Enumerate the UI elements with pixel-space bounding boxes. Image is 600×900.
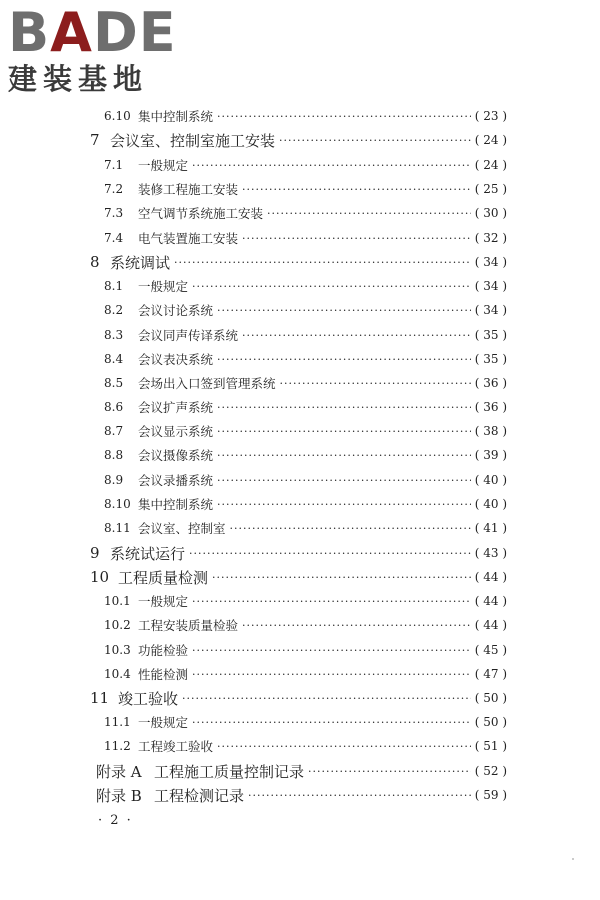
toc-entry-number: 8.6: [104, 400, 124, 414]
toc-entry-title: 一般规定: [138, 594, 189, 609]
toc-entry-number: 8.3: [104, 328, 124, 342]
toc-entry-title: 空气调节系统施工安装: [138, 206, 264, 221]
toc-entry: [104, 735, 507, 757]
toc-entry: [104, 202, 507, 224]
toc-entry-title: 一般规定: [138, 279, 189, 294]
toc-entry-title: 集中控制系统: [138, 109, 214, 124]
toc-entry-page: ( 40 ): [474, 473, 507, 487]
toc-entry-page: ( 44 ): [474, 594, 507, 608]
toc-leader-dots: [192, 595, 471, 608]
toc-entry: [104, 614, 507, 636]
toc-entry-number: 10: [90, 568, 110, 586]
toc-leader-dots: [217, 353, 471, 366]
toc-entry-page: ( 35 ): [474, 352, 507, 366]
toc-entry-number: 8: [90, 253, 100, 271]
toc-entry-title: 会议摄像系统: [138, 448, 214, 463]
toc-entry-number: 附录 B: [96, 786, 142, 805]
toc-entry-number: 8.9: [104, 473, 124, 487]
toc-entry: [90, 251, 507, 273]
toc-entry: [104, 444, 507, 466]
toc-entry-title: 会议同声传译系统: [138, 328, 239, 343]
toc-entry-page: ( 50 ): [474, 715, 507, 729]
toc-entry: [104, 372, 507, 394]
toc-entry-title: 会议室、控制室: [138, 521, 226, 536]
toc-entry-page: ( 44 ): [474, 618, 507, 632]
toc-entry-title: 工程安装质量检验: [138, 618, 239, 633]
toc-entry-number: 附录 A: [96, 762, 142, 781]
toc-entry-page: ( 40 ): [474, 497, 507, 511]
toc-leader-dots: [267, 207, 471, 220]
page-number: · 2 ·: [98, 813, 133, 828]
toc-entry-title: 会议讨论系统: [138, 303, 214, 318]
toc-entry: [104, 469, 507, 491]
toc-leader-dots: [217, 110, 471, 123]
toc-entry: [104, 590, 507, 612]
toc-entry-number: 7.1: [104, 158, 124, 172]
toc-entry-number: 6.10: [104, 109, 131, 123]
toc-entry-number: 10.2: [104, 618, 131, 632]
toc-leader-dots: [217, 449, 471, 462]
toc-entry: [104, 154, 507, 176]
toc-entry: [104, 639, 507, 661]
toc-entry-title: 工程质量检测: [118, 568, 209, 587]
toc-leader-dots: [174, 256, 471, 269]
toc-entry-number: 8.2: [104, 303, 124, 317]
toc-entry: [104, 493, 507, 515]
toc-entry: [96, 784, 507, 806]
toc-entry-page: ( 47 ): [474, 667, 507, 681]
logo-subtitle: 建装基地: [8, 62, 149, 96]
toc-entry-title: 工程检测记录: [154, 786, 245, 805]
toc-entry-page: ( 50 ): [474, 691, 507, 705]
toc-leader-dots: [217, 304, 471, 317]
toc-entry-page: ( 23 ): [474, 109, 507, 123]
toc-entry-title: 装修工程施工安装: [138, 182, 239, 197]
toc-entry-title: 会议录播系统: [138, 473, 214, 488]
toc-entry: [90, 542, 507, 564]
toc-entry-page: ( 30 ): [474, 206, 507, 220]
toc-entry-page: ( 45 ): [474, 643, 507, 657]
toc-entry-page: ( 38 ): [474, 424, 507, 438]
toc-entry: [90, 566, 507, 588]
toc-entry-page: ( 25 ): [474, 182, 507, 196]
toc-entry-title: 系统调试: [110, 253, 171, 272]
toc-entry-page: ( 34 ): [474, 303, 507, 317]
toc-entry-page: ( 24 ): [474, 158, 507, 172]
toc-entry-page: ( 32 ): [474, 231, 507, 245]
toc-entry-number: 10.4: [104, 667, 131, 681]
scan-speck: [572, 858, 574, 860]
toc-leader-dots: [217, 740, 471, 753]
toc-leader-dots: [217, 498, 471, 511]
toc-leader-dots: [189, 547, 471, 560]
toc-leader-dots: [242, 619, 471, 632]
toc-entry-number: 8.8: [104, 448, 124, 462]
toc-entry: [104, 227, 507, 249]
toc-entry: [96, 760, 507, 782]
toc-entry-page: ( 59 ): [474, 788, 507, 802]
toc-leader-dots: [308, 765, 471, 778]
toc-entry-number: 8.4: [104, 352, 124, 366]
toc-entry-page: ( 36 ): [474, 400, 507, 414]
toc-leader-dots: [242, 329, 471, 342]
toc-entry-page: ( 41 ): [474, 521, 507, 535]
toc-entry-title: 一般规定: [138, 158, 189, 173]
toc-entry-page: ( 39 ): [474, 448, 507, 462]
toc-leader-dots: [192, 159, 471, 172]
toc-entry: [104, 711, 507, 733]
toc-entry-page: ( 51 ): [474, 739, 507, 753]
toc-entry: [90, 129, 507, 151]
logo-wordmark: BADE: [8, 1, 177, 64]
toc-entry-title: 一般规定: [138, 715, 189, 730]
toc-entry-title: 竣工验收: [118, 689, 179, 708]
toc-leader-dots: [217, 401, 471, 414]
toc-entry-number: 8.5: [104, 376, 124, 390]
toc-leader-dots: [192, 668, 471, 681]
toc-entry: [104, 275, 507, 297]
toc-entry: [104, 299, 507, 321]
toc-entry-number: 8.11: [104, 521, 131, 535]
toc-leader-dots: [279, 134, 471, 147]
toc-leader-dots: [192, 644, 471, 657]
toc-entry-title: 电气装置施工安装: [138, 231, 239, 246]
toc-entry-number: 7.2: [104, 182, 124, 196]
toc-entry-number: 7: [90, 131, 100, 149]
toc-entry-title: 系统试运行: [110, 544, 186, 563]
toc-entry-title: 功能检验: [138, 643, 189, 658]
bade-logo: [8, 1, 178, 96]
toc-entry-title: 会议扩声系统: [138, 400, 214, 415]
toc-entry-title: 集中控制系统: [138, 497, 214, 512]
toc-leader-dots: [217, 474, 471, 487]
toc-entry: [90, 687, 507, 709]
toc-entry-number: 11: [90, 689, 110, 707]
toc-entry-title: 会场出入口签到管理系统: [138, 376, 276, 391]
toc-entry: [104, 396, 507, 418]
toc-entry: [104, 348, 507, 370]
toc-entry-number: 8.7: [104, 424, 124, 438]
toc-entry: [104, 324, 507, 346]
toc-entry-page: ( 24 ): [474, 133, 507, 147]
toc-entry-page: ( 44 ): [474, 570, 507, 584]
toc-entry-title: 工程竣工验收: [138, 739, 214, 754]
toc-entry-number: 7.3: [104, 206, 124, 220]
toc-leader-dots: [192, 280, 471, 293]
toc-entry: [104, 663, 507, 685]
toc-leader-dots: [248, 789, 471, 802]
toc-entry: [104, 420, 507, 442]
toc-leader-dots: [217, 425, 471, 438]
toc-entry-page: ( 52 ): [474, 764, 507, 778]
toc-entry-page: ( 34 ): [474, 279, 507, 293]
toc-entry-number: 8.1: [104, 279, 124, 293]
toc-entry-page: ( 34 ): [474, 255, 507, 269]
toc-entry-page: ( 36 ): [474, 376, 507, 390]
toc-entry-title: 会议室、控制室施工安装: [110, 131, 276, 150]
toc-leader-dots: [182, 692, 471, 705]
toc-entry: [104, 105, 507, 127]
toc-entry-title: 工程施工质量控制记录: [154, 762, 305, 781]
toc-entry-number: 10.1: [104, 594, 131, 608]
toc-entry-title: 会议表决系统: [138, 352, 214, 367]
toc-leader-dots: [242, 232, 471, 245]
toc-entry-number: 11.2: [104, 739, 131, 753]
toc-entry-page: ( 43 ): [474, 546, 507, 560]
toc-entry-title: 性能检测: [138, 667, 189, 682]
toc-entry-number: 9: [90, 544, 100, 562]
toc-leader-dots: [212, 571, 471, 584]
toc-leader-dots: [192, 716, 471, 729]
toc-entry-number: 11.1: [104, 715, 131, 729]
toc-entry-number: 10.3: [104, 643, 131, 657]
toc-leader-dots: [280, 377, 471, 390]
toc-leader-dots: [230, 522, 471, 535]
toc-entry-title: 会议显示系统: [138, 424, 214, 439]
toc-entry: [104, 178, 507, 200]
toc-entry-page: ( 35 ): [474, 328, 507, 342]
toc-entry-number: 7.4: [104, 231, 124, 245]
toc-leader-dots: [242, 183, 471, 196]
toc-entry-number: 8.10: [104, 497, 131, 511]
toc-entry: [104, 517, 507, 539]
